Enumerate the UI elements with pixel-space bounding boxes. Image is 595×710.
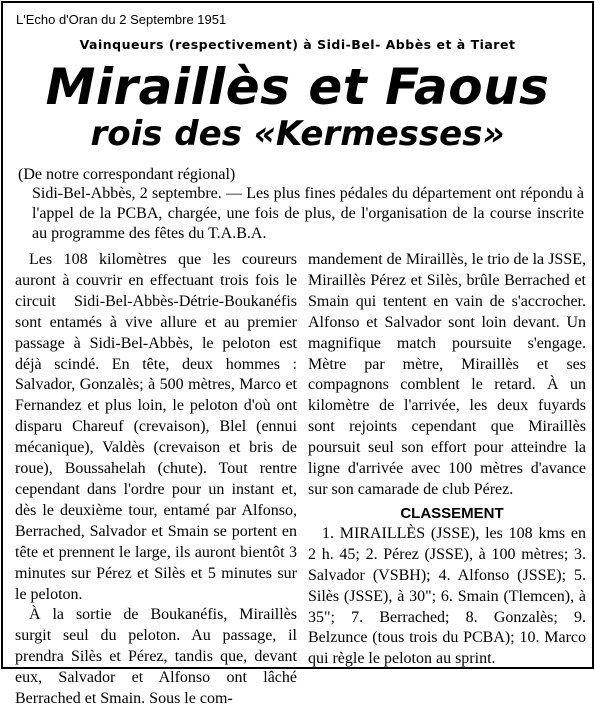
right-column bbox=[308, 250, 586, 670]
subheadline: rois des «Kermesses» bbox=[90, 114, 505, 154]
right-paragraph-1: mandement de Miraillès, le trio de la JSSE, Miraillès Pérez et Silès, brûle Berrached et Smain qui tentent en vain de s'accrocher. Alfonso et Salvador sont loin devant. Un magnifique match poursuite s'engage. Mètre par mètre, Miraillès et ses compagnons comblent le retard. À un kilomètre de l'arrivée, les deux fuyards sont rejoints cependant que Miraillès poursuit seul son effort pour atteindre la ligne d'arrivée avec 100 mètres d'avance sur son camarade de club Pérez. bbox=[308, 251, 586, 498]
lead-paragraph: Sidi-Bel-Abbès, 2 septembre. — Les plus fines pédales du département ont répondu à l'appel de la PCBA, chargée, une fois de plus, de l'organisation de la course inscrite au programme des fêtes du T.A.B.A. bbox=[32, 185, 584, 242]
classement-heading: CLASSEMENT bbox=[400, 504, 504, 522]
classement-results: 1. MIRAILLÈS (JSSE), les 108 kms en 2 h. 45; 2. Pérez (JSSE), à 100 mètres; 3. Salvador (VSBH); 4. Alfonso (JSSE); 5. Silès (JSSE), à 30"; 6. Smain (Tlemcen), à 35"; 7. Berrached; 8. Gonzalès; 9. Belzunce (tous trois du PCBA); 10. Marco qui règle le peloton au sprint. bbox=[308, 524, 586, 668]
left-paragraph-1: Les 108 kilomètres que les coureurs auront à couvrir en effectuant trois fois le circuit Sidi-Bel-Abbès-Détrie-Boukanéfis sont entamés à vive allure et au premier passage à Sidi-Bel-Abbès, le peloton est déjà scindé. En tête, deux hommes : Salvador, Gonzalès; à 500 mètres, Marco et Fernandez et plus loin, le peloton d'où ont disparu Chareuf (crevaison), Blel (ennui mécanique), Valdès (crevaison et bris de roue), Boussahelah (chute). Tout rentre cependant dans l'ordre pour un instant et, dès le deuxième tour, entamé par Alfonso, Berrached, Salvador et Smain se portent en tête et prennent le large, ils auront bientôt 3 minutes sur Pérez et Silès et 5 minutes sur le peloton. bbox=[15, 251, 297, 603]
correspondent-line: (De notre correspondant régional) bbox=[18, 166, 236, 183]
left-column bbox=[15, 250, 297, 710]
kicker: Vainqueurs (respectivement) à Sidi-Bel- Abbès et à Tiaret bbox=[79, 37, 516, 52]
headline: Miraillès et Faous bbox=[45, 58, 550, 116]
source-caption: L'Echo d'Oran du 2 Septembre 1951 bbox=[16, 12, 227, 27]
left-paragraph-2: À la sortie de Boukanéfis, Miraillès surgit seul du peloton. Au passage, il prendra Silès et Pérez, tandis que, devant eux, Salvador et Alfonso ont lâché Berrached et Smain. Sous le com- bbox=[15, 606, 297, 708]
article-frame bbox=[1, 1, 594, 708]
